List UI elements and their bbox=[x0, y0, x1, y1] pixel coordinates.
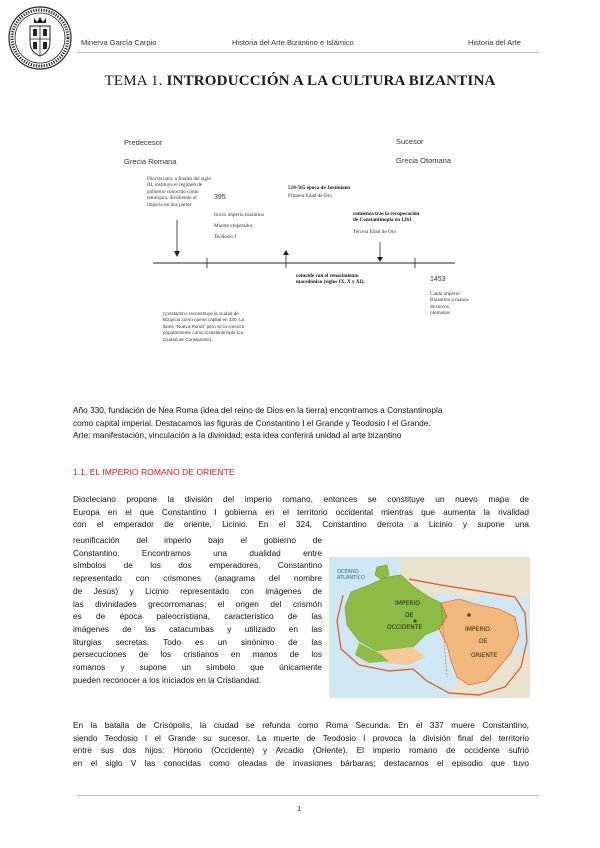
year-395-notes: Inicio imperio bizantino Muerte emperador Teodosio I bbox=[214, 212, 265, 240]
timeline-axis bbox=[0, 160, 600, 290]
constantino-note: Constantino reconstruye la ciudad de Bizancio como nueva capital en 330. La llamó "Nueva Roma" pero se la conocía popularmente como Constantinopla (La Ciudad de Constantino). bbox=[163, 311, 245, 342]
year-1453: 1453 bbox=[430, 276, 446, 283]
paragraph-1-full: Diocleciano propone la división del imperio romano, entonces se constituye un nuevo mapa de Europa en el que Constantino I gobierna en el territorio occidental mientras que aumenta la rivalidad con el emperador de oriente, Licinio. En el 324, Constantino derrota a Licinio y supone una bbox=[73, 494, 529, 530]
section-heading: 1.1. EL IMPERIO ROMANO DE ORIENTE bbox=[73, 467, 235, 477]
map-west-label-1: DE bbox=[405, 612, 414, 619]
diocleciano-note: Diocleciano, a finales del siglo III, instituye el régimen de gobierno conocido como tetrarquía, dividiendo el imperio en dos partes bbox=[147, 176, 212, 208]
header-author: Minerva García Carpio bbox=[81, 38, 157, 47]
page-number: 1 bbox=[297, 804, 302, 813]
predecessor-label: Predecesor bbox=[124, 138, 163, 147]
page-title bbox=[0, 73, 600, 90]
title-text: INTRODUCCIÓN A LA CULTURA BIZANTINA bbox=[166, 73, 496, 89]
title-number: TEMA 1. bbox=[104, 73, 163, 89]
empire-map-svg bbox=[329, 557, 530, 698]
map-east-label-0: IMPERIO bbox=[465, 626, 491, 633]
successor-label: Sucesor bbox=[396, 137, 424, 146]
justiniano-heading: 518-565 época de Justiniano bbox=[288, 185, 351, 191]
paragraph-2: En la batalla de Crisópolis, la ciudad se refunda como Roma Secunda. En el 337 muere Constantino, siendo Teodosio I el Grande su sucesor. La muerte de Teodosio I provoca la división final del territorio entre sus dos hijos: Honorio (Occidente) y Arcadio (Oriente). El imperio romano de occidente sufrió en el siglo V las conocidas como oleadas de invasiones bárbaras; destacamos el episodio que tuvo bbox=[73, 720, 529, 769]
map-east-label-2: ORIENTE bbox=[471, 652, 498, 659]
renacimiento-note: coincide con el renacimiento macedónico (siglos IX, X y XI). bbox=[296, 273, 365, 286]
footer-divider bbox=[78, 795, 538, 796]
recuperacion-note: comienza tras la recuperación de Constantinopla en 1261 bbox=[353, 211, 420, 224]
paragraph-1-column: reunificación del imperio bajo el gobierno de Constantino. Encontramos una dualidad entre símbolos de los dos emperadores, Constantino representado con crismones (anagrama del nombre de Jesús) y Licinio representado con imágenes de las divinidades grecorromanas; el origen del crismón es de época paleocristiana, característico de las imágenes de las catacumbas y utilizado en las liturgias secretas. Todo es un sinónimo de las persecuciones de los cristianos en manos de los romanos y supone un símbolo que únicamente pueden reconocer a los iniciados en la Cristiandad. bbox=[73, 535, 322, 685]
header-divider bbox=[78, 52, 538, 53]
predecessor-value: Grecia Romana bbox=[124, 157, 177, 166]
successor-value: Grecia Otomana bbox=[396, 156, 452, 165]
recuperacion-sub: Tercera Edad de Oro bbox=[353, 229, 396, 235]
header-subject: Historia del Arte bbox=[468, 38, 521, 47]
year-395: 395 bbox=[214, 194, 226, 201]
map-west-label-2: OCCIDENTE bbox=[387, 624, 423, 631]
map-west-label-0: IMPERIO bbox=[395, 600, 421, 607]
rome-marker bbox=[414, 620, 417, 623]
seal-icon bbox=[8, 6, 72, 70]
intro-paragraph: Año 330, fundación de Nea Roma (idea del reino de Dios en la tierra) encontramos a Constantinopla como capital imperial. Destacamos las figuras de Constantino I el Grande y Teodosio I el Grande. Arte: manifestación, vinculación a la divinidad; esta idea conferirá unidad al arte bizantino bbox=[73, 405, 443, 441]
empire-map bbox=[329, 557, 530, 698]
justiniano-sub: Primera Edad de Oro bbox=[288, 193, 332, 199]
university-seal bbox=[8, 6, 72, 70]
constantinople-marker bbox=[467, 613, 471, 617]
caida-note: Caída imperio Bizantino a manos de turcos otomanos bbox=[430, 291, 469, 317]
map-east-label-1: DE bbox=[479, 638, 488, 645]
header-course: Historia del Arte Bizantino e Islámico bbox=[232, 38, 354, 47]
map-ocean-label-0: OCÉANO bbox=[337, 569, 359, 575]
map-ocean-label-1: ATLÁNTICO bbox=[337, 575, 366, 581]
